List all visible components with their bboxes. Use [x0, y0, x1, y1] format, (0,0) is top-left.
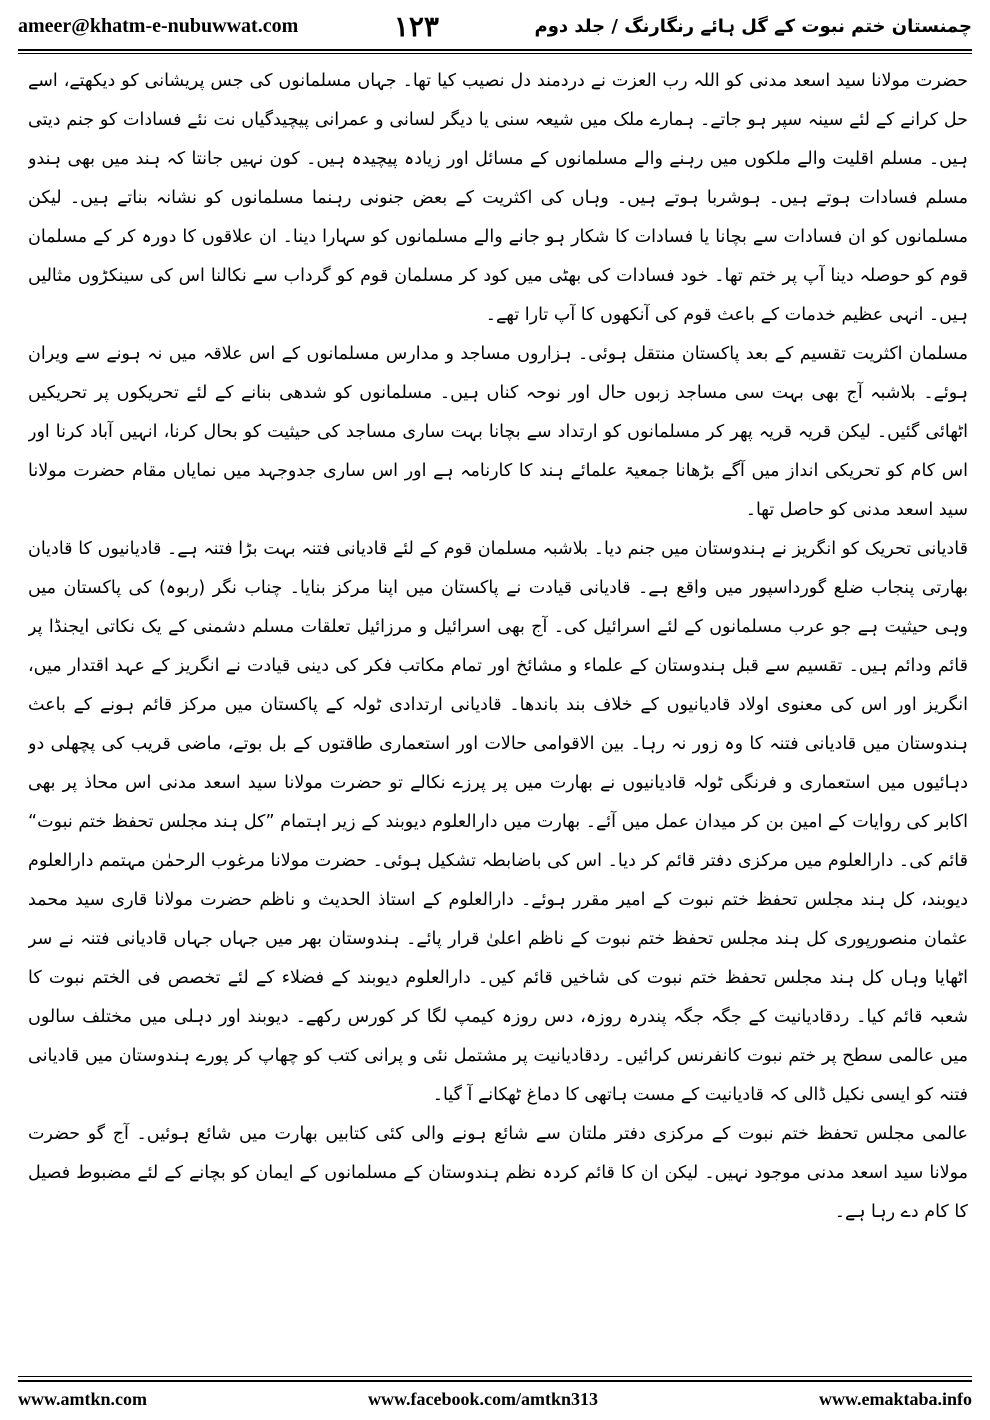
header-rule: [18, 49, 972, 51]
page-header: [18, 8, 972, 44]
page-number: ۱۲۳: [393, 9, 439, 43]
footer-rule-thin: [18, 1376, 972, 1377]
page-body: [28, 62, 968, 1362]
footer-rule: [18, 1380, 972, 1382]
paragraph-2: مسلمان اکثریت تقسیم کے بعد پاکستان منتقل ہوئی۔ ہزاروں مساجد و مدارس مسلمانوں کے اس علاقہ میں نہ ہونے سے ویران ہوئے۔ بلاشبہ آج بھی بہت سی مساجد زبوں حال اور نوحہ کناں ہیں۔ مسلمانوں کو شدھی بنانے کے لئے تحریکوں پر تحریکیں اٹھائی گئیں۔ لیکن قریہ قریہ پھر کر مسلمانوں کو ارتداد سے بچانا بہت ساری مساجد کی حیثیت کو بحال کرنا، انہیں آباد کرنا اور اس کام کو تحریکی انداز میں آگے بڑھانا جمعیۃ علمائے ہند کا کارنامہ ہے اور اس ساری جدوجہد میں نمایاں مقام حضرت مولانا سید اسعد مدنی کو حاصل تھا۔: [28, 344, 968, 520]
book-title: چمنستان ختم نبوت کے گل ہائے رنگارنگ / جلد دوم: [534, 15, 972, 37]
paragraph-4: عالمی مجلس تحفظ ختم نبوت کے مرکزی دفتر ملتان سے شائع ہونے والی کئی کتابیں بھارت میں شائع ہوئیں۔ آج گو حضرت مولانا سید اسعد مدنی موجود نہیں۔ لیکن ان کا قائم کردہ نظم ہندوستان کے مسلمانوں کے ایمان کو بچانے کے لئے مضبوط فصیل کا کام دے رہا ہے۔: [28, 1124, 968, 1222]
footer-link-amtkn[interactable]: www.amtkn.com: [18, 1388, 147, 1409]
footer-link-emaktaba[interactable]: www.emaktaba.info: [818, 1388, 972, 1409]
header-rule-thin: [18, 53, 972, 54]
page-footer: [18, 1384, 972, 1414]
header-email[interactable]: ameer@khatm-e-nubuwwat.com: [18, 14, 299, 37]
paragraph-3: قادیانی تحریک کو انگریز نے ہندوستان میں جنم دیا۔ بلاشبہ مسلمان قوم کے لئے قادیانی فتنہ بہت بڑا فتنہ ہے۔ قادیانیوں کا قادیان بھارتی پنجاب ضلع گورداسپور میں واقع ہے۔ قادیانی قیادت نے پاکستان میں اپنا مرکز بنایا۔ چناب نگر (ربوہ) کی پاکستان میں وہی حیثیت ہے جو عرب مسلمانوں کے لئے اسرائیل کی۔ آج بھی اسرائیل و مرزائیل تعلقات مسلم دشمنی کے یک نکاتی ایجنڈا پر قائم ودائم ہیں۔ تقسیم سے قبل ہندوستان کے علماء و مشائخ اور تمام مکاتب فکر کی دینی قیادت نے انگریز کے عہد اقتدار میں، انگریز اور اس کی معنوی اولاد قادیانیوں کے خلاف بند باندھا۔ قادیانی ارتدادی ٹولہ کے پاکستان میں مرکز قائم ہونے کے باعث ہندوستان میں قادیانی فتنہ کا وہ زور نہ رہا۔ بین الاقوامی حالات اور استعماری طاقتوں کے بل بوتے، ماضی قریب کی پچھلی دو دہائیوں میں استعماری و فرنگی ٹولہ قادیانیوں نے بھارت میں پر پرزے نکالے تو حضرت مولانا سید اسعد مدنی اس محاذ پر بھی اکابر کی روایات کے امین بن کر میدان عمل میں آئے۔ بھارت میں دارالعلوم دیوبند کے زیر اہتمام ”کل ہند مجلس تحفظ ختم نبوت“ قائم کی۔ دارالعلوم میں مرکزی دفتر قائم کر دیا۔ اس کی باضابطہ تشکیل ہوئی۔ حضرت مولانا مرغوب الرحمٰن مہتمم دارالعلوم دیوبند، کل ہند مجلس تحفظ ختم نبوت کے امیر مقرر ہوئے۔ دارالعلوم کے استاذ الحدیث و ناظم حضرت مولانا قاری سید محمد عثمان منصورپوری کل ہند مجلس تحفظ ختم نبوت کے ناظم اعلیٰ قرار پائے۔ ہندوستان بھر میں جہاں جہاں قادیانی فتنہ نے سر اٹھایا وہاں کل ہند مجلس تحفظ ختم نبوت کی شاخیں قائم کیں۔ دارالعلوم دیوبند کے فضلاء کے لئے تخصص فی الختم نبوت کا شعبہ قائم کیا۔ ردقادیانیت کے جگہ جگہ پندرہ روزہ، دس روزہ کیمپ لگا کر کورس رکھے۔ دیوبند اور دہلی میں مختلف سالوں میں عالمی سطح پر ختم نبوت کانفرنس کرائیں۔ ردقادیانیت پر مشتمل نئی و پرانی کتب کو چھاپ کر پورے ہندوستان میں قادیانی فتنہ کو ایسی نکیل ڈالی کہ قادیانیت کے مست ہاتھی کا دماغ ٹھکانے آ گیا۔: [28, 539, 968, 1105]
paragraph-1: حضرت مولانا سید اسعد مدنی کو اللہ رب العزت نے دردمند دل نصیب کیا تھا۔ جہاں مسلمانوں کی جس پریشانی کو دیکھتے، اسے حل کرانے کے لئے سینہ سپر ہو جاتے۔ ہمارے ملک میں شیعہ سنی یا دیگر لسانی و عمرانی پیچیدگیاں نت نئے فسادات کو جنم دیتی ہیں۔ مسلم اقلیت والے ملکوں میں رہنے والے مسلمانوں کے مسائل اور زیادہ پیچیدہ ہیں۔ کون نہیں جانتا کہ ہند میں بھی ہندو مسلم فسادات ہوتے ہیں۔ ہوشربا ہوتے ہیں۔ وہاں کی اکثریت کے بعض جنونی رہنما مسلمانوں کو نشانہ بناتے ہیں۔ لیکن مسلمانوں کو ان فسادات سے بچانا یا فسادات کا شکار ہو جانے والے مسلمانوں کو سہارا دینا۔ ان علاقوں کا دورہ کر کے مسلمان قوم کو حوصلہ دینا آپ پر ختم تھا۔ خود فسادات کی بھٹی میں کود کر مسلمان قوم کو گرداب سے نکالنا اس کی سینکڑوں مثالیں ہیں۔ انہی عظیم خدمات کے باعث قوم کی آنکھوں کا آپ تارا تھے۔: [28, 71, 968, 325]
footer-link-facebook[interactable]: www.facebook.com/amtkn313: [367, 1388, 598, 1409]
